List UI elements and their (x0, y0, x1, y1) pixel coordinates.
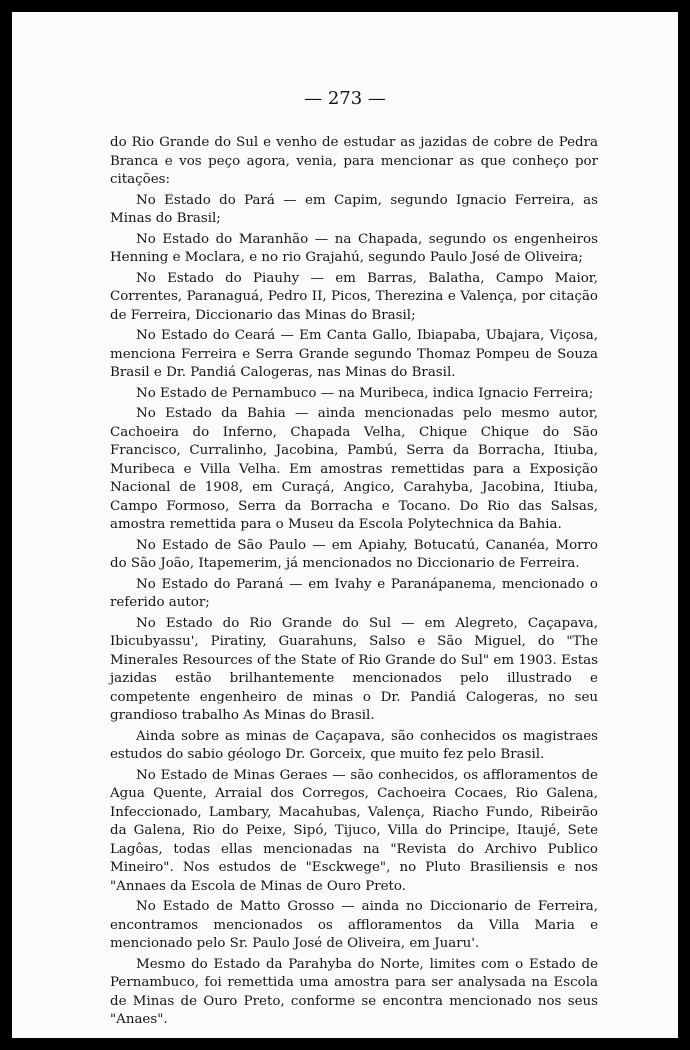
paragraph-10: No Estado do Rio Grande do Sul — em Alegreto, Caçapava, Ibicubyassu', Piratiny, Guarahuns, Salso e São Miguel, do "The Minerales Resources of the State of Rio Grande do Sul" em 1903. Estas jazidas estão brilhantemente mencionados pelo illustrado e competente engenheiro de minas o Dr. Pandiá Calogeras, no seu grandioso trabalho As Minas do Brasil. (110, 615, 598, 723)
paragraph-8: No Estado de São Paulo — em Apiahy, Botucatú, Cananéa, Morro do São João, Itapemerim, já mencionados no Diccionario de Ferreira. (110, 537, 598, 571)
paragraph-13: No Estado de Matto Grosso — ainda no Diccionario de Ferreira, encontramos mencionados os affloramentos da Villa Maria e mencionado pelo Sr. Paulo José de Oliveira, em Juaru'. (110, 899, 598, 951)
page-number: — 273 — (304, 88, 386, 109)
paragraph-9: No Estado do Paraná — em Ivahy e Paranápanema, mencionado o referido autor; (110, 576, 598, 610)
paragraph-7: No Estado da Bahia — ainda mencionadas pelo mesmo autor, Cachoeira do Inferno, Chapada Velha, Chique Chique do São Francisco, Curralinho, Jacobina, Pambú, Serra da Borracha, Itiuba, Muribeca e Villa Velha. Em amostras remettidas para a Exposição Nacional de 1908, em Curaçá, Angico, Carahyba, Jacobina, Itiuba, Campo Formoso, Serra da Borracha e Tocano. Do Rio das Salsas, amostra remettida para o Museu da Escola Polytechnica da Bahia. (110, 406, 598, 532)
body-text (110, 134, 598, 1030)
paragraph-4: No Estado do Piauhy — em Barras, Balatha, Campo Maior, Correntes, Paranaguá, Pedro II, Picos, Therezina e Valença, por citação de Ferreira, Diccionario das Minas do Brasil; (110, 270, 598, 323)
paragraph-11: Ainda sobre as minas de Caçapava, são conhecidos os magistraes estudos do sabio géologo Dr. Gorceix, que muito fez pelo Brasil. (110, 728, 598, 762)
paragraph-1: do Rio Grande do Sul e venho de estudar as jazidas de cobre de Pedra Branca e vos peço agora, venia, para mencionar as que conheço por citações: (110, 135, 598, 187)
paragraph-14: Mesmo do Estado da Parahyba do Norte, limites com o Estado de Pernambuco, foi remettida uma amostra para ser analysada na Escola de Minas de Ouro Preto, conforme se encontra mencionado nos seus "Anaes". (110, 956, 598, 1027)
document-page (12, 12, 678, 1038)
paragraph-12: No Estado de Minas Geraes — são conhecidos, os affloramentos de Agua Quente, Arraial dos Corregos, Cachoeira Cocaes, Rio Galena, Infeccionado, Lambary, Macahubas, Valença, Riacho Fundo, Ribeirão da Galena, Rio do Peixe, Sipó, Tijuco, Villa do Principe, Itaujé, Sete Lagôas, todas ellas mencionadas na "Revista do Archivo Publico Mineiro". Nos estudos de "Esckwege", no Pluto Brasiliensis e nos "Annaes da Escola de Minas de Ouro Preto. (110, 767, 598, 894)
paragraph-6: No Estado de Pernambuco — na Muribeca, indica Ignacio Ferreira; (136, 385, 594, 401)
paragraph-5: No Estado do Ceará — Em Canta Gallo, Ibiapaba, Ubajara, Viçosa, menciona Ferreira e Serra Grande segundo Thomaz Pompeu de Souza Brasil e Dr. Pandiá Calogeras, nas Minas do Brasil. (110, 328, 598, 380)
paragraph-2: No Estado do Pará — em Capim, segundo Ignacio Ferreira, as Minas do Brasil; (110, 192, 598, 226)
paragraph-3: No Estado do Maranhão — na Chapada, segundo os engenheiros Henning e Moclara, e no rio Grajahú, segundo Paulo José de Oliveira; (110, 231, 598, 265)
